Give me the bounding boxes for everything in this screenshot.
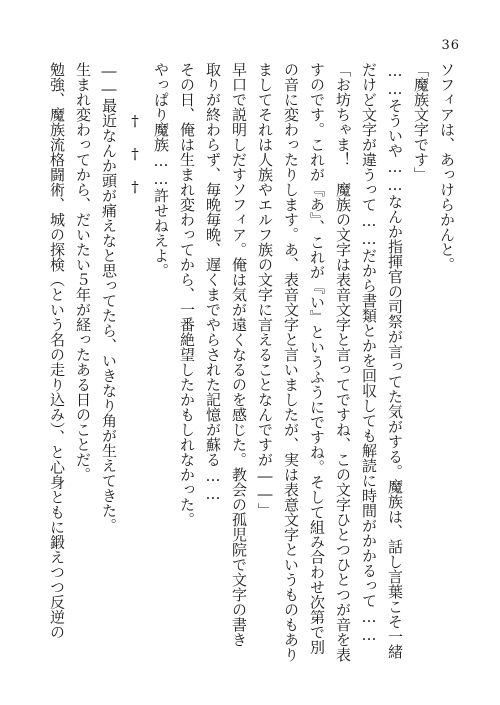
text-line: の音に変わったりします。あ、表音文字と言いましたが、実は表意文字というものもあり (282, 62, 300, 662)
text-line: だけど文字が違うって……だから書類とかを回収しても解読に時間がかかるって…… (360, 62, 378, 644)
text-line: 「魔族文字です」 (412, 62, 430, 182)
text-line: 勉強、魔族流格闘術、城の探検（という名の走り込み）、と心身ともに鍛えつつ反逆の (48, 62, 66, 640)
novel-text-block (44, 62, 460, 670)
text-line: 取りが終わらず、毎晩毎晩、遅くまでやらされた記憶が蘇る…… (204, 62, 222, 503)
scene-separator: † † † (126, 112, 144, 196)
text-line: やっぱり魔族……許せねえよ。 (152, 62, 170, 278)
text-line: ――最近なんか頭が痛えなと思ってたら、いきなり角が生えてきた。 (100, 62, 118, 533)
text-line: 生まれ変わってから、だいたい５年が経ったある日のことだ。 (74, 62, 92, 482)
page-number: 36 (441, 38, 460, 53)
text-line: ……そういや……なんか指揮官の司祭が言ってた気がする。魔族は、話し言葉こそ一緒 (386, 62, 404, 659)
text-line: 早口で説明しだすソフィア。俺は気が遠くなるのを感じた。教会の孤児院で文字の書き (230, 62, 248, 647)
text-line: すのです。これが『あ』、これが『い』というふうにですね。そして組み合わせ次第で別 (308, 62, 326, 655)
text-line: ましてそれは人族やエルフ族の文字に言えることなんですが――」 (256, 62, 274, 518)
text-line: その日、俺は生まれ変わってから、一番絶望したかもしれなかった。 (178, 62, 196, 527)
text-line: 「お坊ちゃま！ 魔族の文字は表音文字と言ってですね、この文字ひとつひとつが音を表 (334, 62, 352, 662)
text-line: ソフィアは、あっけらかんと。 (438, 62, 456, 272)
